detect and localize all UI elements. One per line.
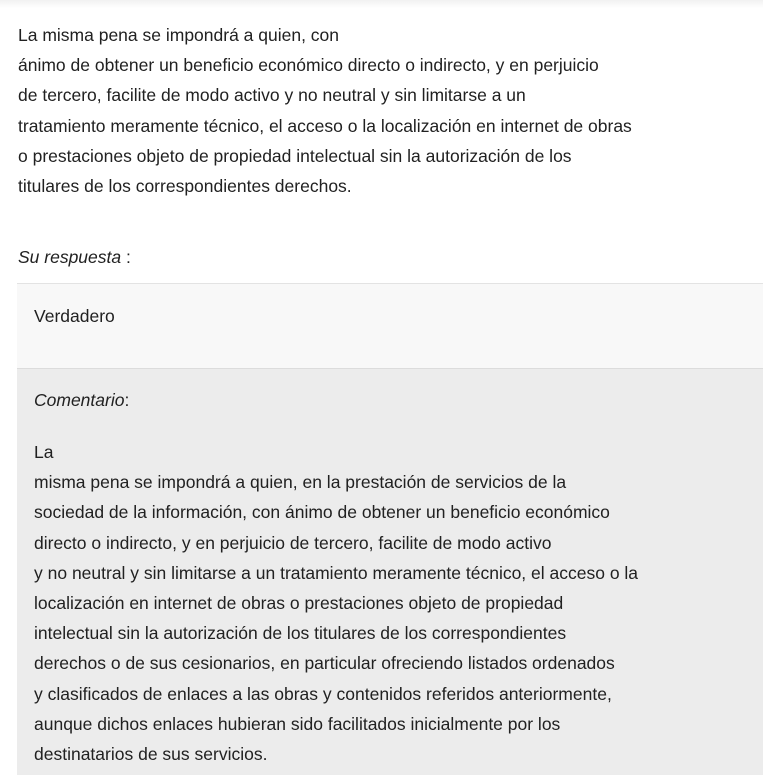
comment-line: derechos o de sus cesionarios, en particular ofreciendo listados ordenados <box>34 653 615 674</box>
answer-label <box>18 242 131 272</box>
answer-label-colon: : <box>121 247 131 267</box>
comment-line: intelectual sin la autorización de los titulares de los correspondientes <box>34 623 567 644</box>
comment-line: localización en internet de obras o prestaciones objeto de propiedad <box>34 593 564 614</box>
comment-line: directo o indirecto, y en perjuicio de tercero, facilite de modo activo <box>34 532 552 553</box>
comment-line: La <box>34 442 54 462</box>
top-edge-shadow <box>0 0 763 8</box>
comment-line: sociedad de la información, con ánimo de obtener un beneficio económico <box>34 502 610 523</box>
answer-box <box>17 283 763 368</box>
question-line: tratamiento meramente técnico, el acceso o la localización en internet de obras <box>18 115 632 136</box>
comment-line: aunque dichos enlaces hubieran sido facilitados inicialmente por los <box>34 713 561 734</box>
answer-value: Verdadero <box>34 306 115 326</box>
question-line: o prestaciones objeto de propiedad intelectual sin la autorización de los <box>18 145 572 166</box>
comment-line: y no neutral y sin limitarse a un tratamiento meramente técnico, el acceso o la <box>34 562 639 583</box>
question-line: ánimo de obtener un beneficio económico directo o indirecto, y en perjuicio <box>18 55 599 76</box>
answer-label-text: Su respuesta <box>18 247 122 267</box>
question-line: La misma pena se impondrá a quien, con <box>18 25 340 45</box>
comment-line: y clasificados de enlaces a las obras y contenidos referidos anteriormente, <box>34 683 612 704</box>
comment-label-text: Comentario <box>34 390 125 410</box>
comment-line: misma pena se impondrá a quien, en la prestación de servicios de la <box>34 472 567 493</box>
comment-line: destinatarios de sus servicios. <box>34 744 268 765</box>
comment-label <box>34 385 129 415</box>
question-text <box>18 20 758 201</box>
question-line: de tercero, facilite de modo activo y no neutral y sin limitarse a un <box>18 85 526 106</box>
comment-box <box>17 368 763 775</box>
comment-label-colon: : <box>124 390 130 410</box>
comment-text <box>34 437 759 769</box>
question-line: titulares de los correspondientes derechos. <box>18 176 352 197</box>
